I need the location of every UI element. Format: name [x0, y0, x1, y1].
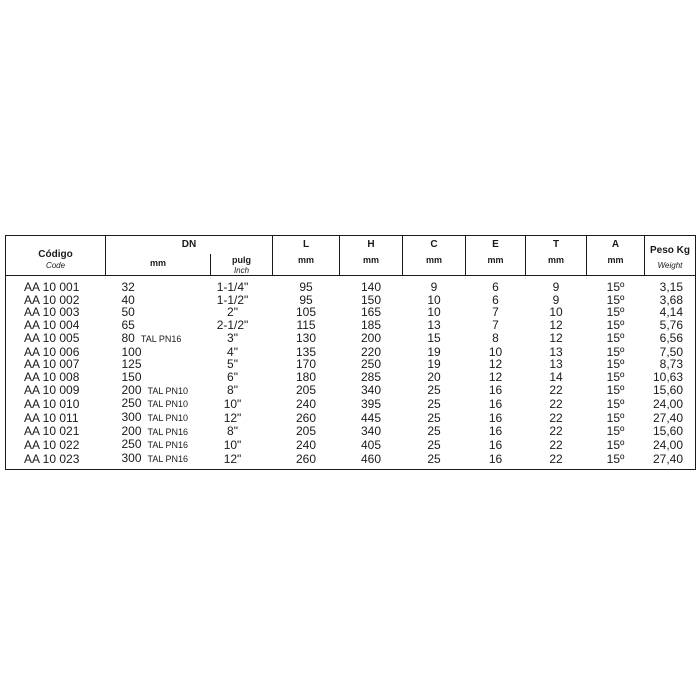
cell-e: 16	[488, 383, 503, 398]
cell-dn-mm	[106, 438, 211, 452]
cell-dn-inch: 8"	[227, 424, 238, 439]
cell-l: 205	[296, 383, 317, 398]
cell-dn-inch: 10"	[223, 396, 242, 411]
cell-h: 340	[361, 424, 382, 439]
cell-e: 16	[488, 437, 503, 452]
cell-l: 205	[296, 424, 317, 439]
cell-dn-inch: 6"	[227, 369, 238, 384]
header-c	[403, 236, 466, 276]
cell-weight: 27,40	[652, 451, 684, 466]
dn-mm-value: 300	[121, 410, 142, 425]
cell-c: 19	[427, 357, 441, 372]
flange-note: TAL PN16	[147, 426, 189, 437]
cell-dn-mm	[106, 276, 211, 294]
table-row	[6, 425, 696, 439]
cell-code: AA 10 004	[24, 318, 80, 333]
cell-a: 15º	[606, 369, 625, 384]
cell-a: 15º	[606, 396, 625, 411]
cell-code: AA 10 021	[24, 424, 80, 439]
cell-weight: 3,15	[659, 280, 684, 294]
header-h	[340, 236, 403, 276]
header-peso-label: Peso Kg	[650, 244, 691, 256]
cell-dn-inch: 3"	[227, 331, 238, 346]
cell-e: 6	[492, 292, 499, 307]
table-header	[6, 236, 696, 276]
cell-a: 15º	[606, 437, 625, 452]
cell-dn-mm	[106, 384, 211, 398]
cell-c: 25	[427, 424, 441, 439]
cell-weight: 4,14	[659, 305, 684, 320]
cell-a: 15º	[606, 410, 625, 425]
cell-c: 25	[427, 437, 441, 452]
cell-c: 25	[427, 383, 441, 398]
cell-t: 22	[549, 424, 563, 439]
table-row	[6, 332, 696, 346]
cell-t: 13	[549, 344, 563, 359]
cell-weight: 8,73	[659, 357, 684, 372]
dn-mm-value: 80	[121, 330, 135, 345]
header-dn	[106, 236, 273, 255]
cell-a: 15º	[606, 424, 625, 439]
cell-c: 13	[427, 318, 441, 333]
cell-c: 19	[427, 344, 441, 359]
cell-l: 95	[299, 280, 313, 294]
cell-a: 15º	[606, 305, 625, 320]
cell-dn-inch: 5"	[227, 357, 238, 372]
flange-note: TAL PN16	[140, 333, 182, 344]
cell-dn-inch: 1-1/2"	[216, 292, 249, 307]
cell-dn-mm	[106, 332, 211, 346]
header-l-unit: mm	[298, 255, 315, 265]
cell-weight: 10,63	[652, 369, 684, 384]
cell-a: 15º	[606, 331, 625, 346]
header-e	[466, 236, 526, 276]
cell-code: AA 10 003	[24, 305, 80, 320]
cell-weight: 15,60	[652, 383, 684, 398]
cell-a: 15º	[606, 383, 625, 398]
cell-e: 16	[488, 410, 503, 425]
cell-dn-mm	[106, 397, 211, 411]
cell-code: AA 10 006	[24, 344, 80, 359]
header-a	[587, 236, 645, 276]
header-h-unit: mm	[363, 255, 380, 265]
table-body	[6, 276, 696, 470]
cell-h: 460	[361, 451, 382, 466]
cell-l: 180	[296, 369, 317, 384]
header-code	[6, 236, 106, 276]
dn-mm-value: 200	[121, 382, 142, 397]
cell-code: AA 10 002	[24, 292, 80, 307]
flange-note: TAL PN16	[147, 440, 189, 451]
table-row	[6, 294, 696, 307]
cell-dn-inch: 10"	[223, 437, 242, 452]
cell-code: AA 10 008	[24, 369, 80, 384]
header-dn-inch	[211, 254, 273, 276]
header-codigo-label: Código	[38, 248, 73, 260]
cell-t: 13	[549, 357, 563, 372]
cell-c: 20	[427, 369, 441, 384]
cell-weight: 6,56	[659, 331, 684, 346]
header-l-label: L	[302, 239, 310, 250]
cell-l: 130	[296, 331, 317, 346]
table-row	[6, 397, 696, 411]
dn-mm-value: 100	[121, 344, 142, 359]
header-t-unit: mm	[548, 255, 565, 265]
cell-t: 9	[552, 292, 560, 307]
header-h-label: H	[367, 239, 375, 250]
cell-dn-inch: 4"	[227, 344, 238, 359]
cell-dn-mm	[106, 452, 211, 469]
cell-l: 135	[296, 344, 317, 359]
cell-h: 185	[361, 318, 382, 333]
cell-dn-mm	[106, 425, 211, 439]
dn-mm-value: 250	[121, 437, 142, 452]
header-dn-mm	[106, 254, 211, 276]
cell-t: 14	[549, 369, 563, 384]
cell-l: 170	[296, 357, 317, 372]
cell-c: 9	[430, 280, 438, 294]
cell-e: 7	[492, 318, 499, 333]
cell-h: 150	[361, 292, 382, 307]
table-row	[6, 411, 696, 425]
dn-mm-value: 50	[121, 305, 135, 320]
cell-weight: 7,50	[659, 344, 684, 359]
table-row	[6, 276, 696, 294]
cell-h: 140	[361, 280, 382, 294]
header-a-label: A	[611, 239, 620, 250]
header-code-label: Code	[45, 260, 66, 270]
header-l	[273, 236, 340, 276]
cell-a: 15º	[606, 280, 625, 294]
cell-t: 22	[549, 451, 563, 466]
spec-table-container	[5, 235, 695, 470]
cell-t: 12	[549, 318, 563, 333]
cell-l: 240	[296, 396, 317, 411]
cell-code: AA 10 007	[24, 357, 80, 372]
cell-c: 15	[427, 331, 441, 346]
header-c-label: C	[430, 239, 438, 250]
cell-t: 12	[549, 331, 563, 346]
table-row	[6, 371, 696, 384]
cell-t: 22	[549, 410, 563, 425]
table-row	[6, 346, 696, 359]
cell-h: 200	[361, 331, 382, 346]
cell-h: 395	[361, 396, 382, 411]
cell-code: AA 10 010	[24, 396, 80, 411]
cell-l: 260	[296, 410, 317, 425]
dn-mm-value: 200	[121, 423, 142, 438]
flange-note: TAL PN16	[147, 454, 189, 465]
cell-e: 12	[488, 357, 503, 372]
cell-dn-mm	[106, 411, 211, 425]
cell-code: AA 10 023	[24, 451, 80, 466]
cell-a: 15º	[606, 318, 625, 333]
header-inch-label: Inch	[233, 266, 250, 275]
cell-h: 445	[361, 410, 382, 425]
cell-h: 165	[361, 305, 382, 320]
flange-note: TAL PN10	[147, 399, 189, 410]
cell-weight: 24,00	[652, 396, 684, 411]
cell-t: 10	[549, 305, 563, 320]
table-row	[6, 319, 696, 332]
cell-l: 95	[299, 292, 313, 307]
dn-mm-value: 40	[121, 292, 135, 307]
cell-t: 9	[552, 280, 560, 294]
cell-code: AA 10 001	[24, 280, 80, 294]
dn-mm-value: 32	[121, 280, 135, 294]
header-weight-label: Weight	[657, 260, 683, 270]
cell-t: 22	[549, 396, 563, 411]
cell-code: AA 10 011	[24, 410, 79, 425]
dn-mm-value: 125	[121, 357, 142, 372]
cell-c: 25	[427, 451, 441, 466]
flange-note: TAL PN10	[147, 413, 189, 424]
cell-h: 285	[361, 369, 382, 384]
dn-mm-value: 300	[121, 451, 142, 466]
table-row	[6, 452, 696, 469]
cell-e: 7	[492, 305, 499, 320]
cell-dn-inch: 2-1/2"	[216, 318, 249, 333]
header-e-unit: mm	[487, 255, 504, 265]
cell-e: 16	[488, 424, 503, 439]
header-dn-label: DN	[181, 239, 197, 250]
cell-e: 16	[488, 451, 503, 466]
table-row	[6, 438, 696, 452]
cell-l: 105	[296, 305, 317, 320]
header-c-unit: mm	[426, 255, 443, 265]
cell-code: AA 10 022	[24, 437, 80, 452]
cell-h: 250	[361, 357, 382, 372]
cell-dn-inch: 1-1/4"	[216, 280, 249, 294]
cell-weight: 27,40	[652, 410, 684, 425]
cell-t: 22	[549, 437, 563, 452]
table-row	[6, 306, 696, 319]
cell-a: 15º	[606, 357, 625, 372]
cell-weight: 5,76	[659, 318, 684, 333]
cell-l: 260	[296, 451, 317, 466]
flange-note: TAL PN10	[147, 385, 189, 396]
dn-mm-value: 65	[121, 318, 135, 333]
cell-c: 10	[427, 292, 441, 307]
table-row	[6, 358, 696, 371]
cell-l: 115	[296, 318, 316, 333]
cell-h: 220	[361, 344, 382, 359]
header-t-label: T	[552, 239, 560, 250]
cell-h: 405	[361, 437, 382, 452]
cell-weight: 24,00	[652, 437, 684, 452]
dn-mm-value: 250	[121, 396, 142, 411]
cell-c: 10	[427, 305, 441, 320]
cell-e: 10	[488, 344, 503, 359]
cell-a: 15º	[606, 292, 625, 307]
cell-e: 16	[488, 396, 503, 411]
header-a-unit: mm	[607, 255, 624, 265]
dn-mm-value: 150	[121, 369, 142, 384]
cell-t: 22	[549, 383, 563, 398]
table-row	[6, 384, 696, 398]
header-dn-mm-label: mm	[149, 258, 166, 268]
cell-c: 25	[427, 396, 441, 411]
cell-dn-inch: 12"	[223, 451, 242, 466]
cell-dn-inch: 2"	[227, 305, 238, 320]
cell-h: 340	[361, 383, 382, 398]
cell-dn-inch: 12"	[223, 410, 242, 425]
cell-c: 25	[427, 410, 441, 425]
header-weight	[645, 236, 696, 276]
cell-code: AA 10 009	[24, 383, 80, 398]
cell-weight: 15,60	[652, 424, 684, 439]
cell-e: 6	[492, 280, 499, 294]
cell-dn-inch: 8"	[227, 383, 238, 398]
spec-table	[5, 235, 696, 470]
cell-e: 8	[492, 331, 499, 346]
cell-code: AA 10 005	[24, 331, 80, 346]
header-e-label: E	[492, 239, 499, 250]
header-pulg-label: pulg	[232, 255, 251, 265]
cell-l: 240	[296, 437, 317, 452]
header-t	[526, 236, 587, 276]
cell-a: 15º	[606, 344, 625, 359]
cell-e: 12	[488, 369, 503, 384]
cell-weight: 3,68	[659, 292, 684, 307]
cell-a: 15º	[606, 451, 625, 466]
